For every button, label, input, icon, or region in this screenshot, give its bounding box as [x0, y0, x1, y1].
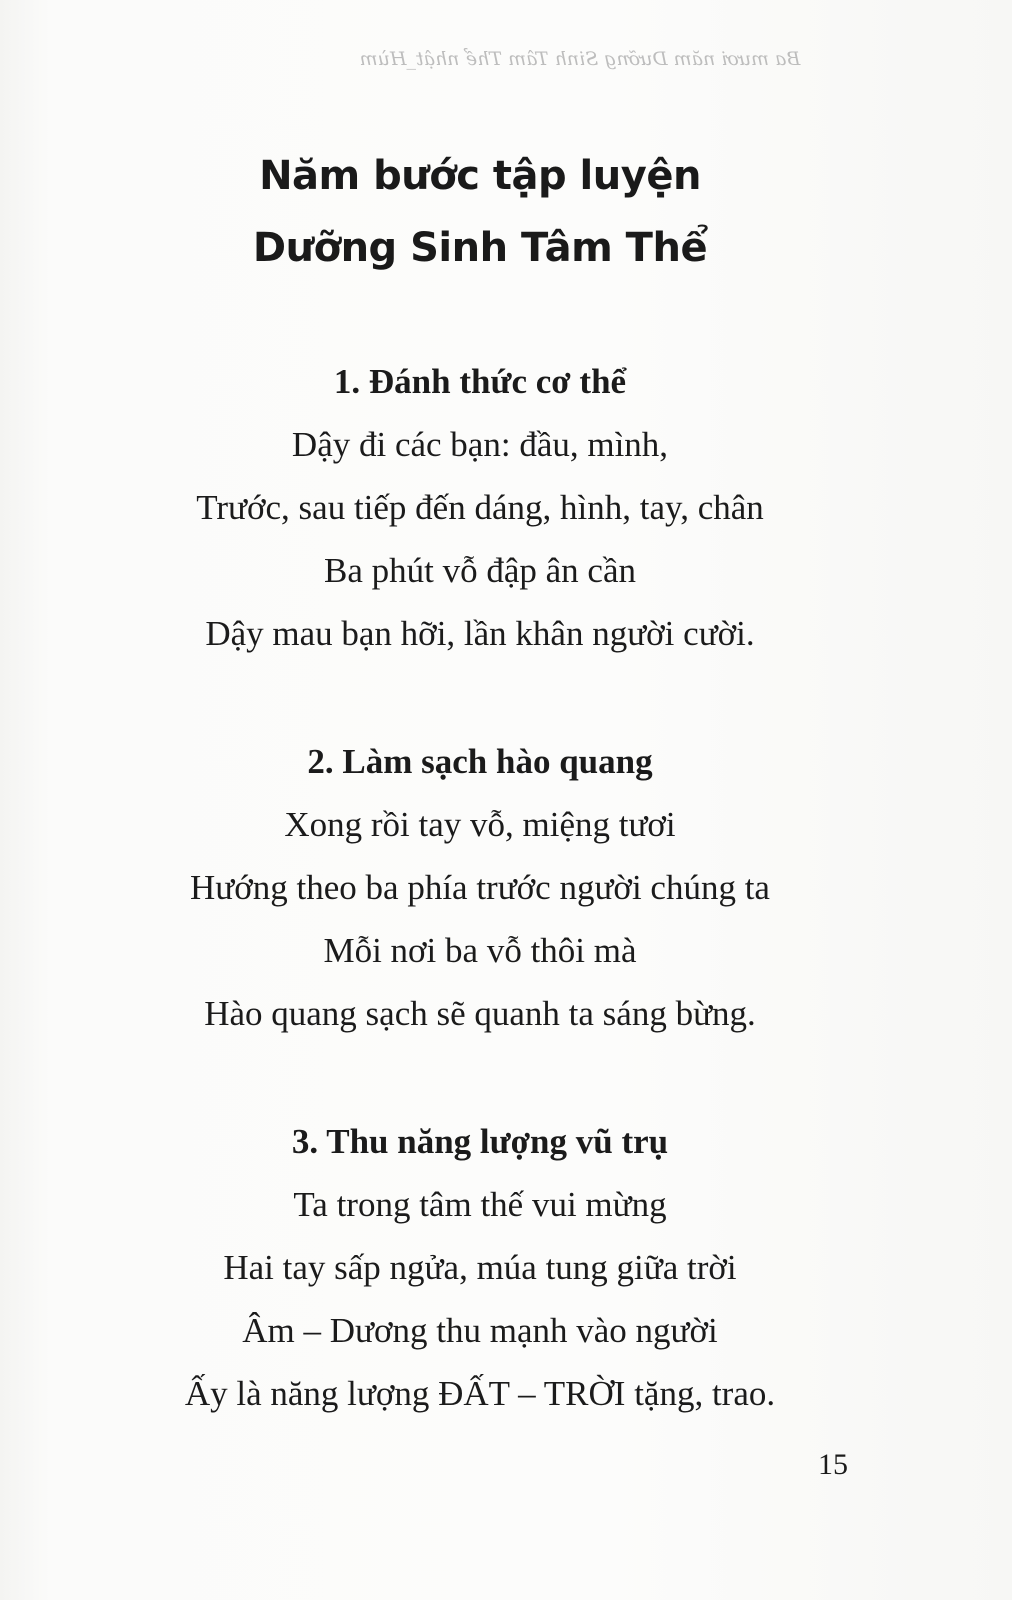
verse-line: Hai tay sấp ngửa, múa tung giữa trời — [223, 1248, 737, 1287]
verse-line: Trước, sau tiếp đến dáng, hình, tay, chân — [196, 488, 764, 527]
section-3 — [130, 1122, 830, 1437]
section-2 — [130, 742, 830, 1057]
section-heading: 2. Làm sạch hào quang — [307, 742, 653, 781]
verse-line: Xong rồi tay vỗ, miệng tươi — [284, 805, 676, 844]
running-header: Ba mươi năm Dưỡng Sinh Tâm Thể nhật_Hùm — [359, 48, 801, 70]
page-title — [180, 140, 780, 284]
verse-line: Dậy đi các bạn: đầu, mình, — [291, 425, 669, 464]
verse-line: Âm – Dương thu mạnh vào người — [242, 1311, 718, 1350]
page-number: 15 — [818, 1448, 848, 1481]
title-line-2: Dưỡng Sinh Tâm Thể — [252, 225, 708, 271]
verse-line: Dậy mau bạn hỡi, lần khân người cười. — [205, 614, 755, 653]
verse-line: Ta trong tâm thế vui mừng — [293, 1185, 667, 1224]
verse-line: Mỗi nơi ba vỗ thôi mà — [323, 931, 637, 970]
section-heading: 1. Đánh thức cơ thể — [333, 362, 627, 401]
section-heading: 3. Thu năng lượng vũ trụ — [291, 1122, 669, 1161]
verse-line: Hướng theo ba phía trước người chúng ta — [190, 868, 770, 907]
section-1 — [130, 362, 830, 677]
verse-line: Ba phút vỗ đập ân cần — [324, 551, 636, 590]
verse-line: Hào quang sạch sẽ quanh ta sáng bừng. — [204, 994, 756, 1033]
verse-line: Ấy là năng lượng ĐẤT – TRỜI tặng, trao. — [184, 1374, 776, 1413]
title-line-1: Năm bước tập luyện — [259, 153, 701, 199]
